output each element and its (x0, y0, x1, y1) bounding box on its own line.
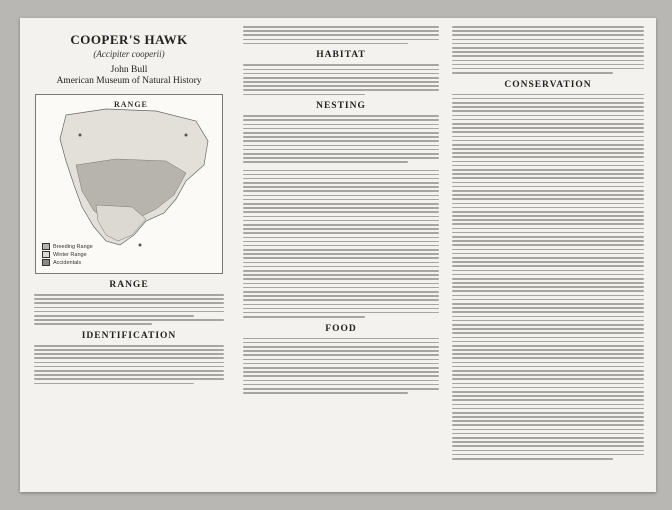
range-map (35, 94, 223, 274)
author-name: John Bull (110, 65, 148, 75)
habitat-text-block (243, 64, 439, 95)
nesting-text-block (243, 115, 439, 317)
identification-text-block (34, 345, 224, 384)
heading-food: FOOD (325, 323, 357, 334)
legend-item-breeding: Breeding Range (42, 243, 93, 251)
heading-habitat: HABITAT (316, 50, 366, 61)
continued-text-block (452, 26, 644, 74)
page-title: COOPER'S HAWK (70, 32, 188, 47)
institution-name: American Museum of Natural History (56, 76, 202, 86)
food-text-block (243, 338, 439, 394)
heading-nesting: NESTING (316, 101, 366, 112)
heading-conservation: CONSERVATION (504, 79, 592, 90)
map-heading: RANGE (114, 100, 148, 109)
poster-sheet (20, 18, 656, 492)
scientific-name: (Accipiter cooperii) (93, 49, 165, 59)
legend-item-accidentals: Accidentals (42, 259, 93, 267)
conservation-text-block (452, 94, 644, 460)
column-left (34, 26, 224, 387)
column-middle (243, 26, 439, 396)
heading-identification: IDENTIFICATION (81, 330, 177, 341)
map-legend (42, 243, 93, 267)
intro-text-block (243, 26, 439, 44)
legend-item-winter: Winter Range (42, 251, 93, 259)
range-text-block (34, 294, 224, 325)
heading-range: RANGE (109, 280, 149, 290)
column-right (452, 26, 644, 462)
